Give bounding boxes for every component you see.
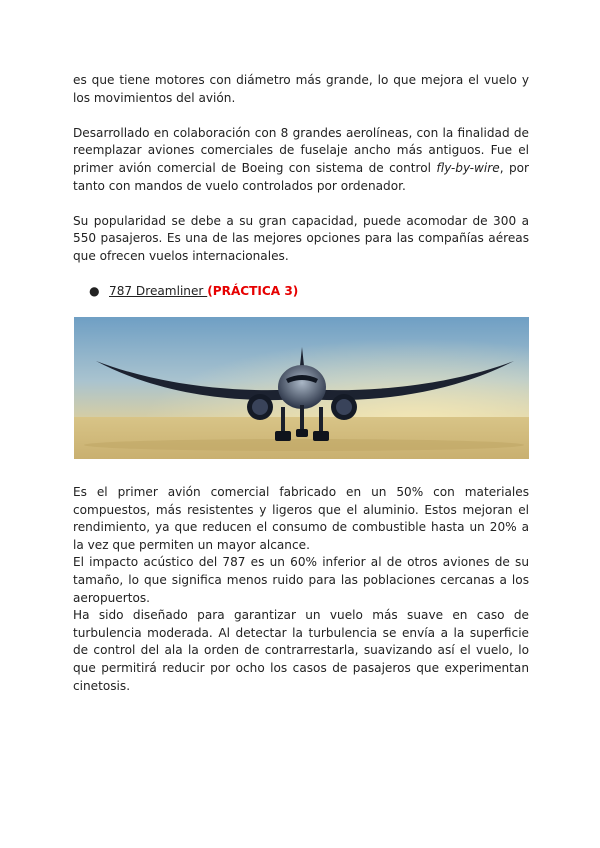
paragraph-development [73, 125, 529, 195]
development-text-b: , por tanto con mandos de vuelo controlados por ordenador. [73, 160, 529, 193]
document-page [73, 72, 529, 301]
airplane-front-view-icon [74, 317, 529, 459]
paragraph-turbulence: Ha sido diseñado para garantizar un vuelo más suave en caso de turbulencia moderada. Al detectar la turbulencia se envía a la superficie de control del ala la orden de contrarrestarla, suavizando así el vuelo, lo que permitirá reducir por ocho los casos de pasajeros que experimentan cinetosis. [73, 608, 529, 693]
development-text-a: Desarrollado en colaboración con 8 grandes aerolíneas, con la finalidad de reemplazar aviones comerciales de fuselaje ancho más antiguos. Fue el primer avión comercial de Boeing con sistema de control [73, 125, 529, 175]
dreamliner-description [73, 484, 529, 695]
bullet-787 [73, 283, 529, 301]
dreamliner-link[interactable]: 787 Dreamliner [109, 284, 208, 299]
fly-by-wire-term: fly-by-wire [436, 160, 500, 175]
paragraph-materials: Es el primer avión comercial fabricado en un 50% con materiales compuestos, más resistentes y ligeros que el aluminio. Estos mejoran el rendimiento, ya que reducen el consumo de combustible hasta un 20% a la vez que permiten un mayor alcance. [73, 485, 529, 552]
paragraph-engines: es que tiene motores con diámetro más grande, lo que mejora el vuelo y los movimientos del avión. [73, 73, 529, 105]
paragraph-popularity: Su popularidad se debe a su gran capacidad, puede acomodar de 300 a 550 pasajeros. Es una de las mejores opciones para las compañías aéreas que ofrecen vuelos internacionales. [73, 213, 529, 263]
bullet-icon: ● [89, 284, 100, 299]
practica-tag: (PRÁCTICA 3) [207, 284, 299, 299]
paragraph-noise: El impacto acústico del 787 es un 60% inferior al de otros aviones de su tamaño, lo que significa menos ruido para las poblaciones cercanas a los aeropuertos. [73, 555, 529, 605]
dreamliner-photo [74, 317, 529, 459]
